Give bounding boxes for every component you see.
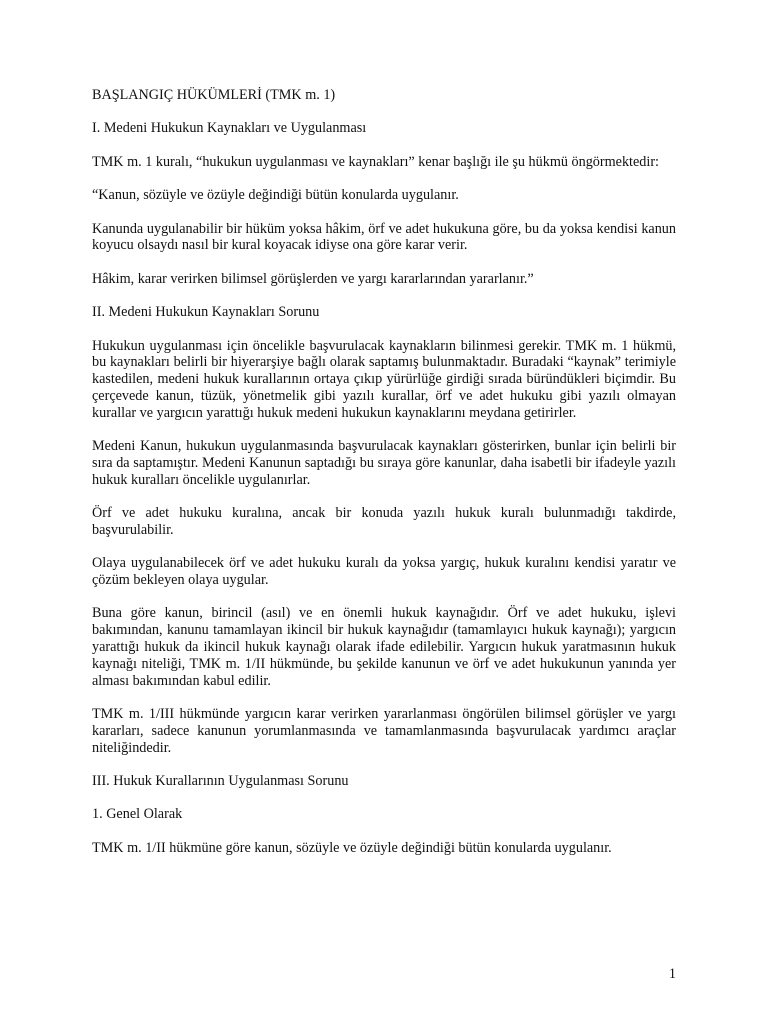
document-title: BAŞLANGIÇ HÜKÜMLERİ (TMK m. 1): [92, 87, 336, 103]
paragraph: TMK m. 1/III hükmünde yargıcın karar verirken yararlanması öngörülen bilimsel görüşler ve yargı kararları, sadece kanunun yorumlanmasında ve tamamlanmasında başvurulacak yardımcı araçlar niteliğindedir.: [92, 706, 676, 756]
section-heading: III. Hukuk Kurallarının Uygulanması Sorunu: [92, 773, 349, 790]
page-number: 1: [668, 966, 676, 982]
section-heading: II. Medeni Hukukun Kaynakları Sorunu: [92, 304, 320, 321]
quote-paragraph: “Kanun, sözüyle ve özüyle değindiği bütün konularda uygulanır.: [92, 187, 459, 204]
document-body: [92, 87, 676, 873]
subsection-heading: 1. Genel Olarak: [92, 806, 183, 823]
paragraph: Medeni Kanun, hukukun uygulanmasında başvurulacak kaynakları gösterirken, bunlar için belirli bir sıra da saptamıştır. Medeni Kanunun saptadığı bu sıraya göre kanunlar, daha isabetli bir ifadeyle yazılı hukuk kuralları öncelikle uygulanırlar.: [92, 438, 676, 488]
paragraph: Olaya uygulanabilecek örf ve adet hukuku kuralı da yoksa yargıç, hukuk kuralını kendisi yaratır ve çözüm bekleyen olaya uygular.: [92, 555, 676, 589]
paragraph: TMK m. 1/II hükmüne göre kanun, sözüyle ve özüyle değindiği bütün konularda uygulanır.: [92, 839, 612, 856]
paragraph: Buna göre kanun, birincil (asıl) ve en önemli hukuk kaynağıdır. Örf ve adet hukuku, işlevi bakımından, kanunu tamamlayan ikincil bir hukuk kaynağıdır (tamamlayıcı hukuk kaynağı); yargıcın yarattığı hukuk da ikincil hukuk kaynağı olarak ifade edilebilir. Yargıcın hukuk yaratmasının hukuk kaynağı niteliği, TMK m. 1/II hükmünde, bu şekilde kanunun ve örf ve adet hukukunun yanında yer alması bakımından kabul edilir.: [92, 605, 676, 689]
paragraph: TMK m. 1 kuralı, “hukukun uygulanması ve kaynakları” kenar başlığı ile şu hükmü öngörmektedir:: [92, 153, 659, 170]
quote-paragraph: Kanunda uygulanabilir bir hüküm yoksa hâkim, örf ve adet hukukuna göre, bu da yoksa kendisi kanun koyucu olsaydı nasıl bir kural koyacak idiyse ona göre karar verir.: [92, 220, 676, 254]
paragraph: Hukukun uygulanması için öncelikle başvurulacak kaynakların bilinmesi gerekir. TMK m. 1 hükmü, bu kaynakları belirli bir hiyerarşiye bağlı olarak saptamış bulunmaktadır. Buradaki “kaynak” terimiyle kastedilen, medeni hukuk kurallarının ortaya çıkıp yürürlüğe girdiği sırada büründükleri biçimdir. Bu çerçevede kanun, tüzük, yönetmelik gibi yazılı kurallar, örf ve adet hukuku gibi yazılı olmayan kurallar ve yargıcın yarattığı hukuk medeni hukukun kaynaklarını meydana getirirler.: [92, 337, 676, 421]
paragraph: Örf ve adet hukuku kuralına, ancak bir konuda yazılı hukuk kuralı bulunmadığı takdirde, başvurulabilir.: [92, 505, 676, 538]
section-heading: I. Medeni Hukukun Kaynakları ve Uygulanması: [92, 120, 367, 137]
quote-paragraph: Hâkim, karar verirken bilimsel görüşlerden ve yargı kararlarından yararlanır.”: [92, 270, 534, 287]
